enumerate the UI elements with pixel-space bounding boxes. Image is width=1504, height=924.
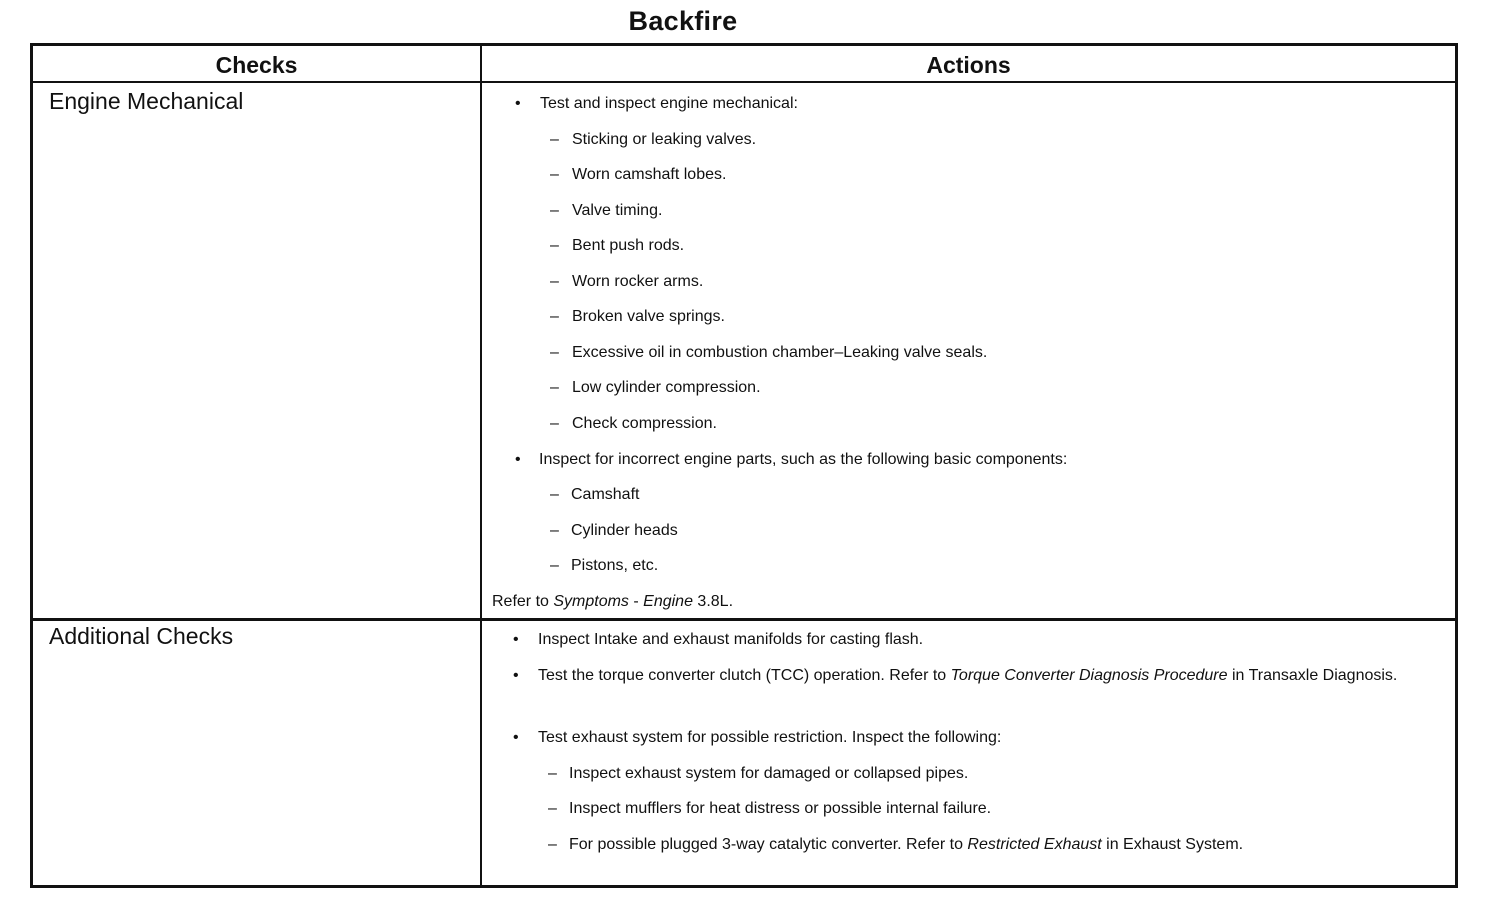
dash-icon: – — [550, 344, 559, 361]
check-engine-mechanical: Engine Mechanical — [49, 88, 244, 114]
dash-icon: – — [550, 486, 559, 503]
dash-icon: – — [550, 415, 559, 432]
action-subitem: Camshaft — [571, 486, 640, 503]
dash-icon: – — [550, 202, 559, 219]
dash-icon: – — [550, 379, 559, 396]
header-checks: Checks — [215, 52, 298, 78]
reference-italic: Symptoms — [553, 593, 629, 610]
action-subitem: Inspect exhaust system for damaged or collapsed pipes. — [569, 765, 969, 782]
action-item: Test the torque converter clutch (TCC) operation. Refer to Torque Converter Diagnosis Procedure in Transaxle Diagnosis. — [538, 667, 1398, 684]
dash-icon: – — [550, 237, 559, 254]
bullet-icon: • — [513, 631, 519, 648]
action-subitem: Pistons, etc. — [571, 557, 659, 574]
dash-icon: – — [548, 800, 557, 817]
action-subitem: Check compression. — [572, 415, 717, 432]
diagnosis-table — [30, 43, 1458, 888]
dash-icon: – — [548, 836, 557, 853]
header-actions: Actions — [926, 52, 1011, 78]
bullet-icon: • — [513, 667, 519, 684]
action-subitem: Excessive oil in combustion chamber–Leaking valve seals. — [572, 344, 988, 361]
action-subitem: Low cylinder compression. — [572, 379, 761, 396]
column-divider — [480, 46, 482, 885]
reference-line: Refer to Symptoms - Engine 3.8L. — [492, 593, 734, 610]
check-additional-checks: Additional Checks — [49, 623, 234, 649]
action-subitem: Inspect mufflers for heat distress or possible internal failure. — [569, 800, 992, 817]
action-item: Test exhaust system for possible restriction. Inspect the following: — [538, 729, 1002, 746]
page-title: Backfire — [628, 6, 738, 36]
bullet-icon: • — [515, 95, 521, 112]
action-subitem: For possible plugged 3-way catalytic converter. Refer to Restricted Exhaust in Exhaust System. — [569, 836, 1244, 853]
dash-icon: – — [550, 522, 559, 539]
bullet-icon: • — [513, 729, 519, 746]
reference-italic: Engine — [643, 593, 693, 610]
dash-icon: – — [548, 765, 557, 782]
action-subitem: Bent push rods. — [572, 237, 685, 254]
action-item: Inspect Intake and exhaust manifolds for casting flash. — [538, 631, 924, 648]
row-divider — [33, 618, 1455, 621]
action-subitem: Broken valve springs. — [572, 308, 725, 325]
action-subitem: Cylinder heads — [571, 522, 678, 539]
dash-icon: – — [550, 166, 559, 183]
dash-icon: – — [550, 557, 559, 574]
action-subitem: Worn rocker arms. — [572, 273, 704, 290]
dash-icon: – — [550, 131, 559, 148]
reference-italic: Restricted Exhaust — [967, 836, 1102, 853]
bullet-icon: • — [515, 451, 521, 468]
action-subitem: Sticking or leaking valves. — [572, 131, 757, 148]
action-subitem: Valve timing. — [572, 202, 663, 219]
dash-icon: – — [550, 308, 559, 325]
action-item: Test and inspect engine mechanical: — [540, 95, 798, 112]
reference-italic: Torque Converter Diagnosis Procedure — [950, 667, 1228, 684]
dash-icon: – — [550, 273, 559, 290]
action-subitem: Worn camshaft lobes. — [572, 166, 727, 183]
action-item: Inspect for incorrect engine parts, such as the following basic components: — [539, 451, 1068, 468]
